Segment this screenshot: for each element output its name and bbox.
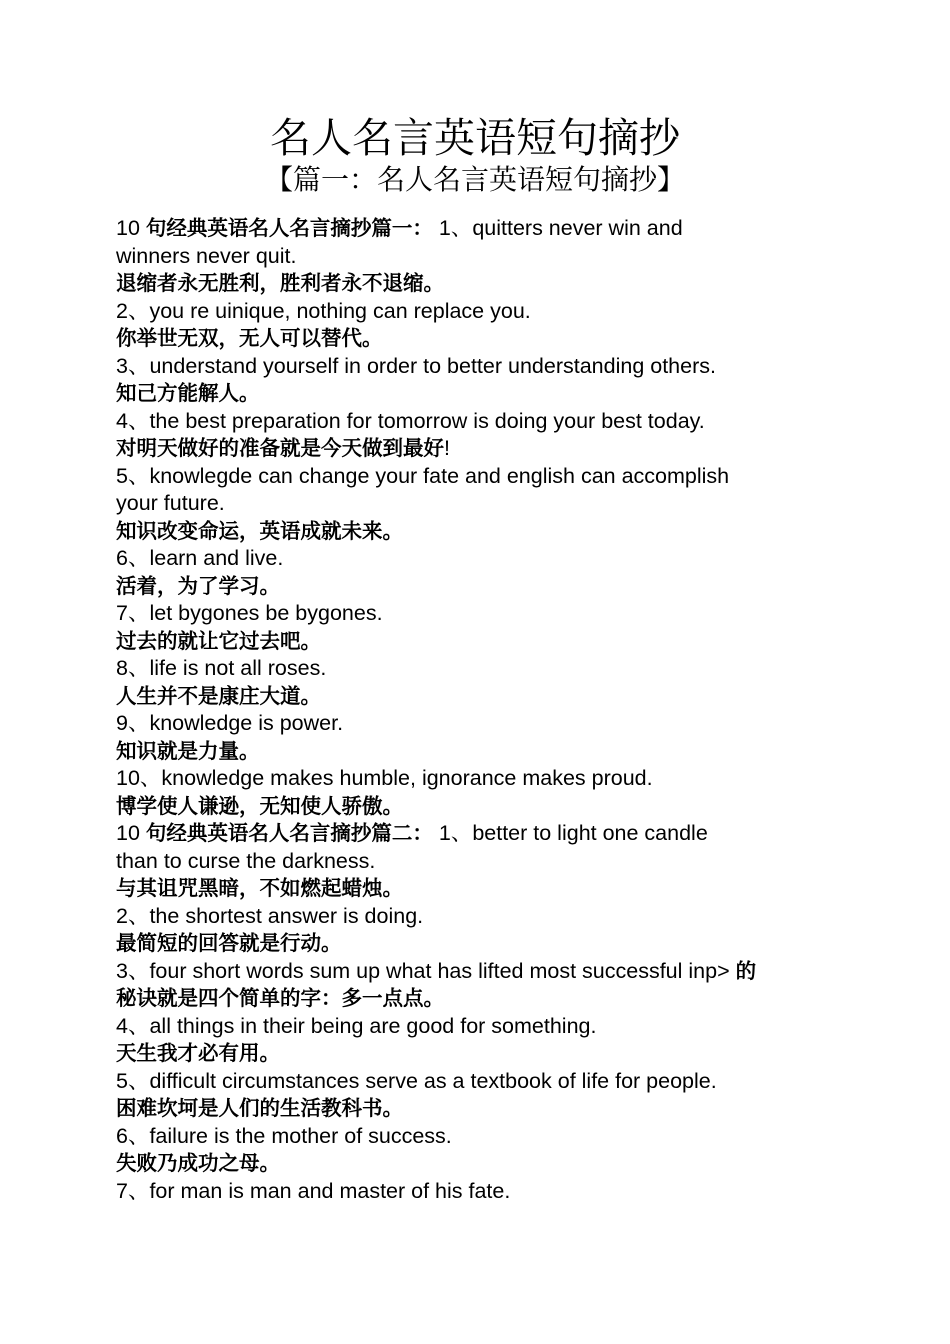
mixed-line [116, 958, 846, 986]
english-quote-line: 8、life is not all roses. [116, 656, 327, 680]
chinese-text: 句经典英语名人名言摘抄篇二： [145, 821, 433, 845]
chinese-translation-line: 与其诅咒黑暗，不如燃起蜡烛。 [116, 876, 403, 900]
quote-list [116, 215, 846, 1205]
english-quote-line: 9、knowledge is power. [116, 711, 344, 735]
section-subtitle: 【篇一：名人名言英语短句摘抄】 [264, 163, 685, 196]
mixed-line [116, 820, 846, 848]
chinese-translation-line: 退缩者永无胜利，胜利者永不退缩。 [116, 271, 444, 295]
english-quote-line: your future. [116, 491, 225, 515]
chinese-translation-line: 困难坎坷是人们的生活教科书。 [116, 1096, 403, 1120]
chinese-translation-line: 失败乃成功之母。 [116, 1151, 280, 1175]
chinese-translation-line: 博学使人谦逊，无知使人骄傲。 [116, 793, 403, 818]
mixed-line [116, 435, 846, 463]
english-quote-line: 7、let bygones be bygones. [116, 601, 383, 625]
chinese-text: 的 [735, 958, 757, 983]
english-quote-line: 3、understand yourself in order to better understanding others. [116, 353, 716, 378]
english-quote-line: 4、the best preparation for tomorrow is doing your best today. [116, 408, 705, 433]
english-quote-line: 10、knowledge makes humble, ignorance makes proud. [116, 766, 653, 790]
chinese-translation-line: 活着，为了学习。 [116, 573, 280, 598]
chinese-text: 句经典英语名人名言摘抄篇一： [145, 216, 433, 240]
mixed-line [116, 215, 846, 243]
english-text: 10 [116, 216, 146, 240]
chinese-translation-line: 知识改变命运，英语成就未来。 [116, 518, 403, 543]
chinese-translation-line: 秘诀就是四个简单的字：多一点点。 [116, 986, 444, 1010]
chinese-translation-line: 你举世无双，无人可以替代。 [116, 326, 383, 350]
english-text: ! [444, 436, 450, 460]
english-quote-line: than to curse the darkness. [116, 848, 376, 873]
english-quote-line: 6、learn and live. [116, 546, 284, 570]
chinese-translation-line: 知己方能解人。 [116, 381, 260, 405]
english-quote-line: 6、failure is the mother of success. [116, 1123, 452, 1148]
english-text: 3、four short words sum up what has lifted most successful inp> [116, 958, 736, 983]
english-quote-line: 5、knowlegde can change your fate and english can accomplish [116, 463, 730, 488]
chinese-translation-line: 过去的就让它过去吧。 [116, 628, 321, 653]
chinese-text: 对明天做好的准备就是今天做到最好 [116, 436, 444, 460]
english-text: 10 [116, 821, 146, 845]
chinese-translation-line: 人生并不是康庄大道。 [116, 683, 321, 708]
english-quote-line: 5、difficult circumstances serve as a textbook of life for people. [116, 1068, 717, 1093]
english-quote-line: 4、all things in their being are good for something. [116, 1013, 597, 1038]
english-text: 1、better to light one candle [432, 821, 708, 845]
chinese-translation-line: 知识就是力量。 [116, 738, 260, 763]
chinese-translation-line: 天生我才必有用。 [116, 1041, 280, 1065]
english-quote-line: 7、for man is man and master of his fate. [116, 1178, 511, 1203]
page-title: 名人名言英语短句摘抄 [270, 114, 680, 162]
english-quote-line: winners never quit. [116, 243, 297, 268]
chinese-translation-line: 最简短的回答就是行动。 [116, 931, 342, 955]
english-quote-line: 2、you re uinique, nothing can replace you. [116, 298, 531, 323]
english-text: 1、quitters never win and [432, 216, 683, 240]
english-quote-line: 2、the shortest answer is doing. [116, 903, 424, 928]
